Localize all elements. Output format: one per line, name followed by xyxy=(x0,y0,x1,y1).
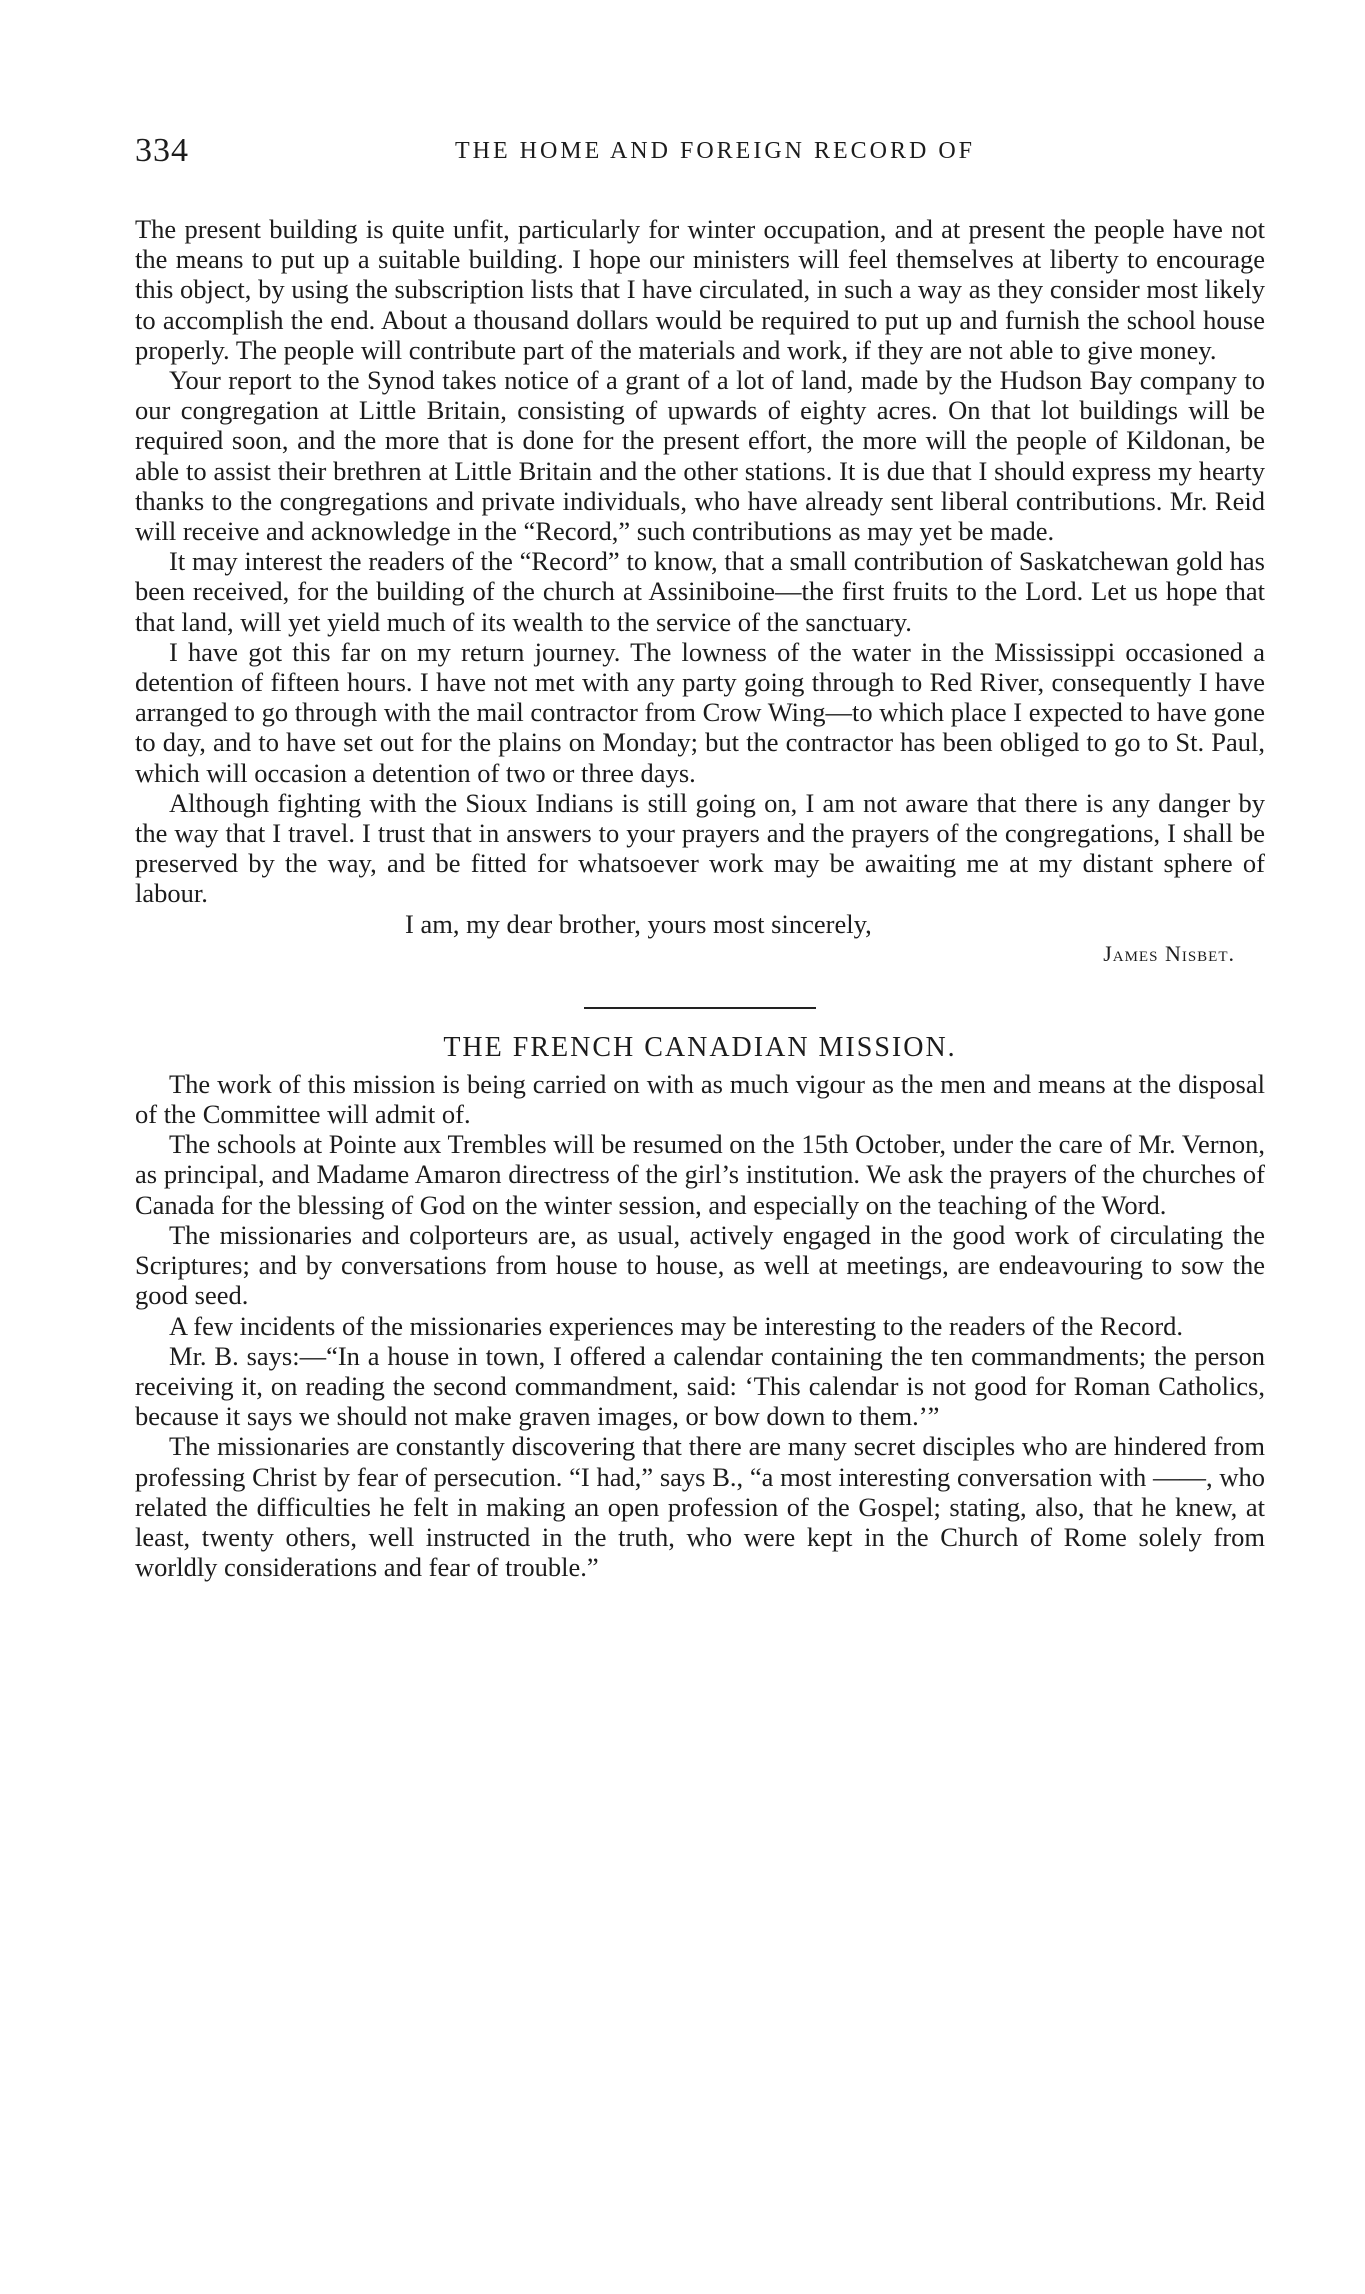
letter-paragraph: Your report to the Synod takes notice of a grant of a lot of land, made by the Hudson Bay company to our congregation at Little Britain, consisting of upwards of eighty acres. On that lot buildings will be required soon, and the more that is done for the present effort, the more will the people of Kildonan, be able to assist their brethren at Little Britain and the other stations. It is due that I should express my hearty thanks to the congregations and private individuals, who have already sent liberal contributions. Mr. Reid will receive and acknowledge in the “Record,” such contributions as may yet be made. xyxy=(135,365,1265,547)
mission-paragraph: The missionaries and colporteurs are, as usual, actively engaged in the good work of circulating the Scriptures; and by conversations from house to house, as well at meetings, are endeavouring to sow the good seed. xyxy=(135,1219,1265,1311)
letter-paragraph: Although fighting with the Sioux Indians is still going on, I am not aware that there is any danger by the way that I travel. I trust that in answers to your prayers and the prayers of the congregations, I shall be preserved by the way, and be fitted for whatsoever work may be awaiting me at my distant sphere of labour. xyxy=(135,787,1265,909)
section-divider xyxy=(584,1007,816,1009)
page-header xyxy=(135,132,1265,192)
mission-paragraph: The schools at Pointe aux Trembles will be resumed on the 15th October, under the care of Mr. Vernon, as principal, and Madame Amaron directress of the girl’s institution. We ask the prayers of the churches of Canada for the blessing of God on the winter session, and especially on the teaching of the Word. xyxy=(135,1129,1265,1220)
letter-closing: I am, my dear brother, yours most sincerely, xyxy=(405,908,872,939)
letter-paragraph: The present building is quite unfit, particularly for winter occupation, and at present the people have not the means to put up a suitable building. I hope our ministers will feel themselves at liberty to encourage this object, by using the subscription lists that I have circulated, in such a way as they consider most likely to accomplish the end. About a thousand dollars would be required to put up and furnish the school house properly. The people will contribute part of the materials and work, if they are not able to give money. xyxy=(135,214,1265,365)
letter-paragraph: I have got this far on my return journey. The lowness of the water in the Mississippi occasioned a detention of fifteen hours. I have not met with any party going through to Red River, consequently I have arranged to go through with the mail contractor from Crow Wing—to which place I expected to have gone to day, and to have set out for the plains on Monday; but the contractor has been obliged to go to St. Paul, which will occasion a detention of two or three days. xyxy=(135,636,1265,788)
mission-body xyxy=(135,1069,1265,1582)
letter-paragraph: It may interest the readers of the “Record” to know, that a small contribution of Saskatchewan gold has been received, for the building of the church at Assiniboine—the first fruits to the Lord. Let us hope that that land, will yet yield much of its wealth to the service of the sanctuary. xyxy=(135,546,1265,637)
section-title: THE FRENCH CANADIAN MISSION. xyxy=(443,1031,957,1063)
mission-paragraph: A few incidents of the missionaries experiences may be interesting to the readers of the Record. xyxy=(169,1310,1184,1341)
mission-paragraph: Mr. B. says:—“In a house in town, I offered a calendar containing the ten commandments; the person receiving it, on reading the second commandment, said: ‘This calendar is not good for Roman Catholics, because it says we should not make graven images, or bow down to them.’” xyxy=(135,1340,1265,1432)
letter-body xyxy=(135,214,1265,909)
mission-paragraph: The missionaries are constantly discovering that there are many secret disciples who are hindered from professing Christ by fear of persecution. “I had,” says B., “a most interesting conversation with ——, who related the difficulties he felt in making an open profession of the Gospel; stating, also, that he knew, at least, twenty others, well instructed in the truth, who were kept in the Church of Rome solely from worldly considerations and fear of trouble.” xyxy=(135,1431,1265,1583)
letter-signature: James Nisbet. xyxy=(1103,940,1235,966)
page-number: 334 xyxy=(135,132,189,169)
mission-paragraph: The work of this mission is being carried on with as much vigour as the men and means at the disposal of the Committee will admit of. xyxy=(135,1068,1265,1130)
running-title: THE HOME AND FOREIGN RECORD OF xyxy=(454,138,976,164)
